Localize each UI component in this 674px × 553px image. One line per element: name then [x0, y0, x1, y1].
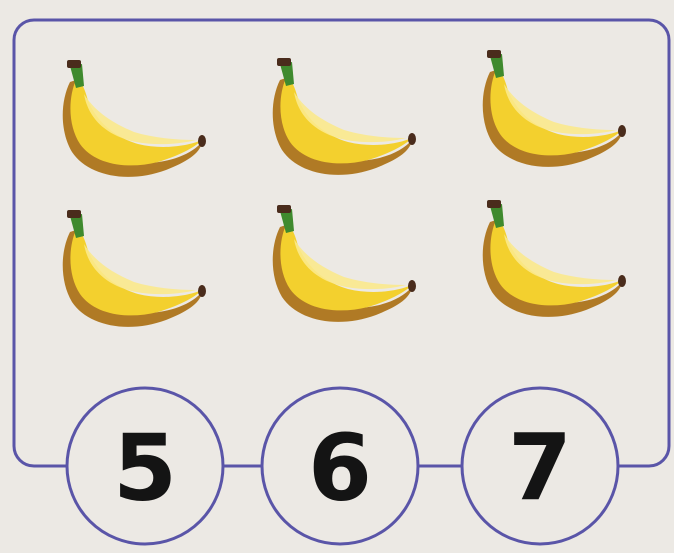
choice-6[interactable] [262, 388, 418, 544]
choice-label: 5 [112, 414, 178, 522]
choice-7[interactable] [462, 388, 618, 544]
choice-5[interactable] [67, 388, 223, 544]
banana-icon [273, 205, 416, 322]
number-choices [67, 388, 618, 544]
choice-label: 6 [307, 414, 373, 522]
banana-icon [63, 60, 206, 177]
banana-icon [483, 50, 626, 167]
banana-grid [63, 50, 626, 327]
choice-label: 7 [507, 414, 573, 522]
banana-icon [483, 200, 626, 317]
banana-icon [63, 210, 206, 327]
banana-icon [273, 58, 416, 175]
